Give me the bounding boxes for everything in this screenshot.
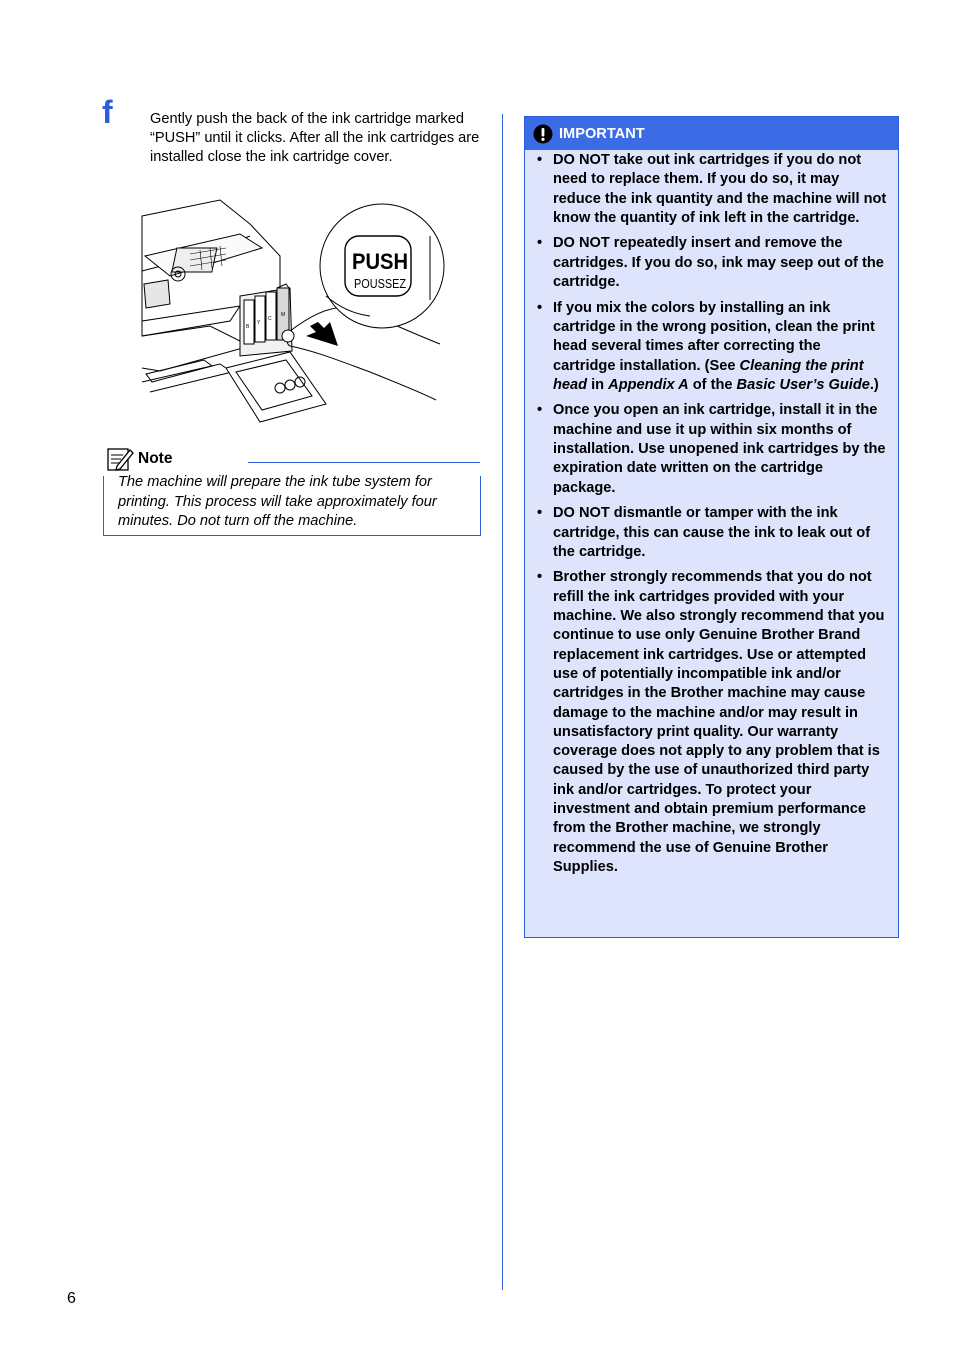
important-item-text: Brother strongly recommends that you do not refill the ink cartridges provided with your machine. We also strongly recommend that you continue to use only Genuine Brother Brand replacement ink cartridges. Use or attempted use of potentially incompatible ink and/or cartridges in the Brother machine may cause damage to the machine and/or may result in unsatisfactory print quality. Our warranty coverage does not apply to any problem that is caused by the use of unauthorized third party ink and/or cartridges. To protect your investment and obtain premium performance from the Brother machine, we strongly recommend the use of Genuine Brother Supplies.	[553, 569, 885, 875]
column-divider	[502, 114, 503, 1290]
important-title: IMPORTANT	[559, 125, 645, 142]
important-item	[537, 401, 887, 497]
cartridge-label-cyan: C	[268, 316, 272, 322]
important-item-text: .)	[869, 376, 879, 393]
note-text: The machine will prepare the ink tube system for printing. This process will take approximately four minutes. Do not turn off the machine.	[118, 474, 437, 529]
important-item-text: DO NOT take out ink cartridges if you do not need to replace them. If you do so, it may reduce the ink quantity and the machine will not know the quantity of ink left in the cartridge.	[553, 152, 887, 226]
important-item-text: DO NOT dismantle or tamper with the ink cartridge, this can cause the ink to leak out of the cartridge.	[553, 505, 871, 560]
important-item-text: If you mix the colors by installing an ink cartridge in the wrong position, clean the print head several times after correcting the cartridge installation. (See	[553, 299, 875, 374]
push-label: PUSH	[352, 249, 408, 274]
exclamation-icon	[533, 124, 553, 144]
note-pencil-icon	[106, 446, 134, 472]
important-item-text: Once you open an ink cartridge, install it in the machine and use it up within six months of installation. Use unopened ink cartridges by the expiration date written on the cartridge package.	[553, 402, 886, 496]
poussez-label: POUSSEZ	[354, 276, 407, 291]
ink-cartridge-illustration	[140, 196, 450, 424]
cartridge-label-yellow: Y	[257, 320, 261, 326]
bullet-marker: •	[537, 402, 543, 419]
important-item	[537, 568, 887, 877]
important-header	[525, 117, 898, 150]
note-divider	[248, 462, 480, 463]
important-item	[537, 299, 887, 395]
important-item-text: Appendix A	[608, 376, 689, 393]
note-title: Note	[138, 450, 173, 467]
cartridge-label-magenta: M	[281, 312, 286, 318]
bullet-marker: •	[537, 299, 543, 316]
bullet-marker: •	[537, 152, 543, 168]
important-item	[537, 151, 887, 228]
important-item-text: Cleaning the print head	[553, 357, 864, 393]
important-box	[524, 116, 899, 938]
page-number: 6	[67, 1290, 76, 1307]
bullet-marker: •	[537, 569, 543, 586]
important-item	[537, 504, 887, 562]
step-instruction: Gently push the back of the ink cartridge marked “PUSH” until it clicks. After all the ink cartridges are installed close the ink cartridge cover.	[150, 111, 480, 165]
cartridge-label-black: B	[246, 324, 250, 330]
important-item	[537, 234, 887, 292]
bullet-marker: •	[537, 235, 543, 252]
important-list	[537, 151, 887, 883]
step-letter: f	[102, 94, 113, 130]
important-item-text: in	[587, 376, 609, 393]
important-item-text: of the	[688, 376, 737, 393]
important-item-text: Basic User’s Guide	[736, 376, 870, 393]
bullet-marker: •	[537, 505, 543, 522]
important-item-text: DO NOT repeatedly insert and remove the cartridges. If you do so, ink may seep out of the cartridge.	[553, 235, 884, 291]
note-header	[106, 446, 172, 472]
